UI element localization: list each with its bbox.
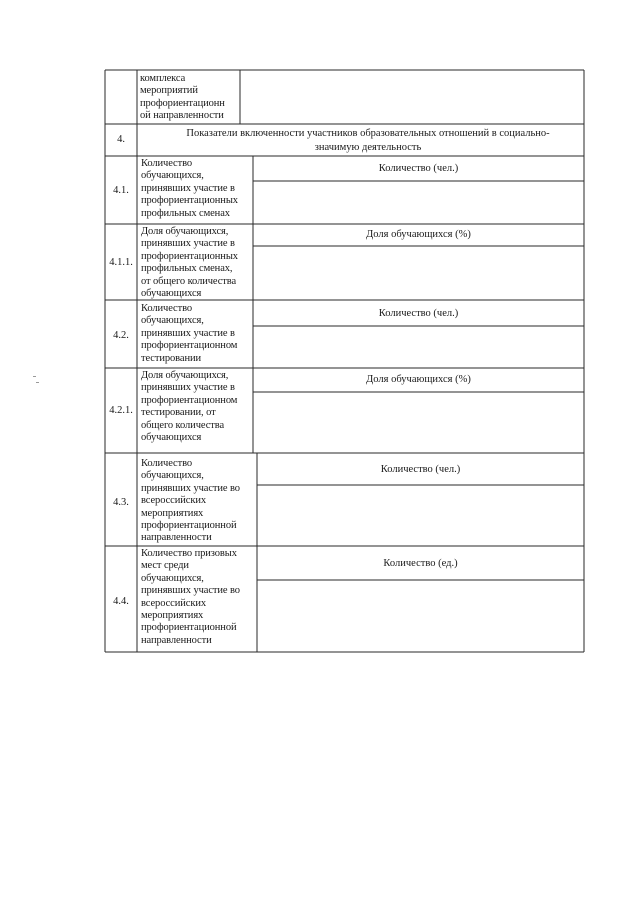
row-description: Количество обучающихся, принявших участие во всероссийских мероприятиях профориентационной направленности	[141, 458, 240, 544]
section-number: 4.	[117, 134, 125, 145]
section-title: Показатели включенности участников образовательных отношений в социально- значимую деятельность	[186, 128, 550, 153]
row-indicator: Количество (чел.)	[378, 163, 459, 174]
row-number: 4.2.1.	[109, 405, 133, 416]
row-indicator: Доля обучающихся (%)	[366, 374, 471, 385]
row-description: Количество призовых мест среди обучающихся, принявших участие во всероссийских мероприятиях профориентационной направленности	[141, 548, 240, 646]
row-number: 4.3.	[113, 497, 129, 508]
row-description: Доля обучающихся, принявших участие в профориентационных профильных сменах, от общего количества обучающихся	[141, 226, 238, 300]
row-description: Доля обучающихся, принявших участие в профориентационном тестировании, от общего количества обучающихся	[141, 370, 238, 444]
scan-speck	[36, 382, 39, 383]
scan-speck	[33, 376, 36, 377]
row-number: 4.2.	[113, 330, 129, 341]
row-description: Количество обучающихся, принявших участие в профориентационных профильных сменах	[141, 158, 238, 219]
row-indicator: Доля обучающихся (%)	[366, 229, 471, 240]
row-indicator: Количество (чел.)	[380, 464, 461, 475]
top-fragment-text: комплекса мероприятий профориентационн ой направленности	[140, 73, 225, 122]
row-number: 4.4.	[113, 596, 129, 607]
row-indicator: Количество (ед.)	[383, 558, 458, 569]
row-number: 4.1.	[113, 185, 129, 196]
row-indicator: Количество (чел.)	[378, 308, 459, 319]
row-number: 4.1.1.	[109, 257, 133, 268]
row-description: Количество обучающихся, принявших участие в профориентационном тестировании	[141, 303, 238, 364]
